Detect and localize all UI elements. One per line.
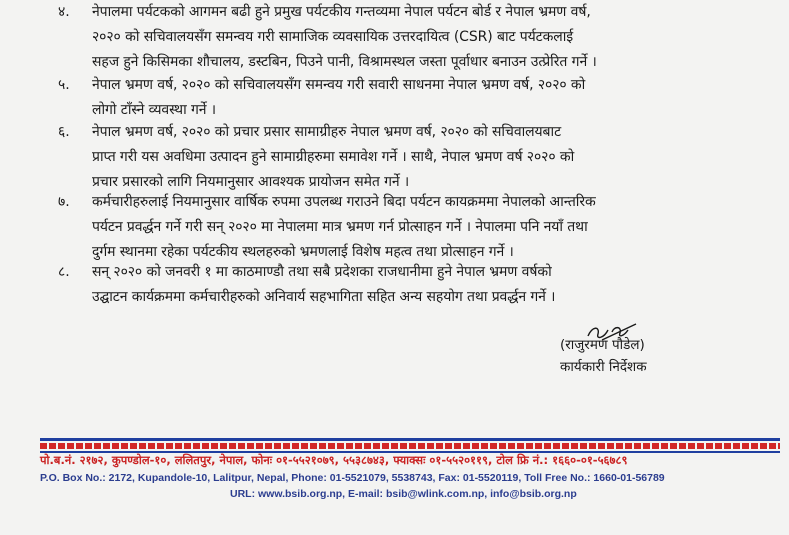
- footer-nepali-address: पो.ब.नं. २१७२, कुपण्डोल-१०, ललितपुर, नेपाल, फोनः ०१-५५२१०७९, ५५३८७४३, फ्याक्सः ०१-५५२०११९, टोल फ्रि नं.: १६६०-०१-५६७८९: [40, 453, 628, 467]
- item-line: कर्मचारीहरुलाई नियमानुसार वार्षिक रुपमा उपलब्ध गराउने बिदा पर्यटन कायक्रममा नेपालको आन्तरिक: [92, 194, 596, 210]
- list-item: [58, 120, 732, 195]
- footer-english-address: P.O. Box No.: 2172, Kupandole-10, Lalitpur, Nepal, Phone: 01-5521079, 5538743, Fax: 01-5520119, Toll Free No.: 1660-01-56789: [40, 472, 665, 484]
- item-line: दुर्गम स्थानमा रहेका पर्यटकीय स्थलहरुको भ्रमणलाई विशेष महत्व तथा प्रोत्साहन गर्ने ।: [92, 244, 514, 260]
- list-item: [58, 73, 732, 123]
- item-line: नेपालमा पर्यटकको आगमन बढी हुने प्रमुख पर्यटकीय गन्तव्यमा नेपाल पर्यटन बोर्ड र नेपाल भ्रमण वर्ष,: [92, 4, 591, 20]
- item-line: उद्घाटन कार्यक्रममा कर्मचारीहरुको अनिवार्य सहभागिता सहित अन्य सहयोग तथा प्रवर्द्धन गर्ने ।: [92, 289, 556, 305]
- item-line: सहज हुने किसिमका शौचालय, डस्टबिन, पिउने पानी, विश्रामस्थल जस्ता पूर्वाधार बनाउन उत्प्रेरित गर्ने ।: [92, 54, 597, 70]
- signer-title: कार्यकारी निर्देशक: [560, 359, 647, 375]
- item-line: पर्यटन प्रवर्द्धन गर्ने गरी सन् २०२० मा नेपालमा मात्र भ्रमण गर्न प्रोत्साहन गर्ने । नेपालमा पनि नयाँ तथा: [92, 219, 588, 235]
- item-number: ५.: [58, 77, 70, 93]
- item-line: २०२० को सचिवालयसँग समन्वय गरी सामाजिक व्यवसायिक उत्तरदायित्व (CSR) बाट पर्यटकलाई: [92, 29, 574, 45]
- list-item: [58, 0, 732, 75]
- item-line: नेपाल भ्रमण वर्ष, २०२० को प्रचार प्रसार सामाग्रीहरु नेपाल भ्रमण वर्ष, २०२० को सचिवालयबाट: [92, 124, 562, 140]
- item-line: प्राप्त गरी यस अवधिमा उत्पादन हुने सामाग्रीहरुमा समावेश गर्ने । साथै, नेपाल भ्रमण वर्ष २०२० को: [92, 149, 575, 165]
- item-line: नेपाल भ्रमण वर्ष, २०२० को सचिवालयसँग समन्वय गरी सवारी साधनमा नेपाल भ्रमण वर्ष, २०२० को: [92, 77, 586, 93]
- item-line: लोगो टाँस्ने व्यवस्था गर्ने ।: [92, 102, 217, 118]
- item-number: ६.: [58, 124, 70, 140]
- signer-name: (राजुरमण पौडेल): [560, 337, 645, 353]
- item-number: ७.: [58, 194, 70, 210]
- item-number: ८.: [58, 264, 70, 280]
- item-number: ४.: [58, 4, 70, 20]
- footer-divider-blue: [40, 438, 780, 441]
- footer-contact-urls: URL: www.bsib.org.np, E-mail: bsib@wlink.com.np, info@bsib.org.np: [230, 488, 577, 500]
- list-item: [58, 260, 732, 310]
- footer-divider-red-dashes: [40, 443, 780, 449]
- item-line: सन् २०२० को जनवरी १ मा काठमाण्डौ तथा सबै प्रदेशका राजधानीमा हुने नेपाल भ्रमण वर्षको: [92, 264, 552, 280]
- item-line: प्रचार प्रसारको लागि नियमानुसार आवश्यक प्रायोजन समेत गर्ने ।: [92, 174, 410, 190]
- list-item: [58, 190, 732, 265]
